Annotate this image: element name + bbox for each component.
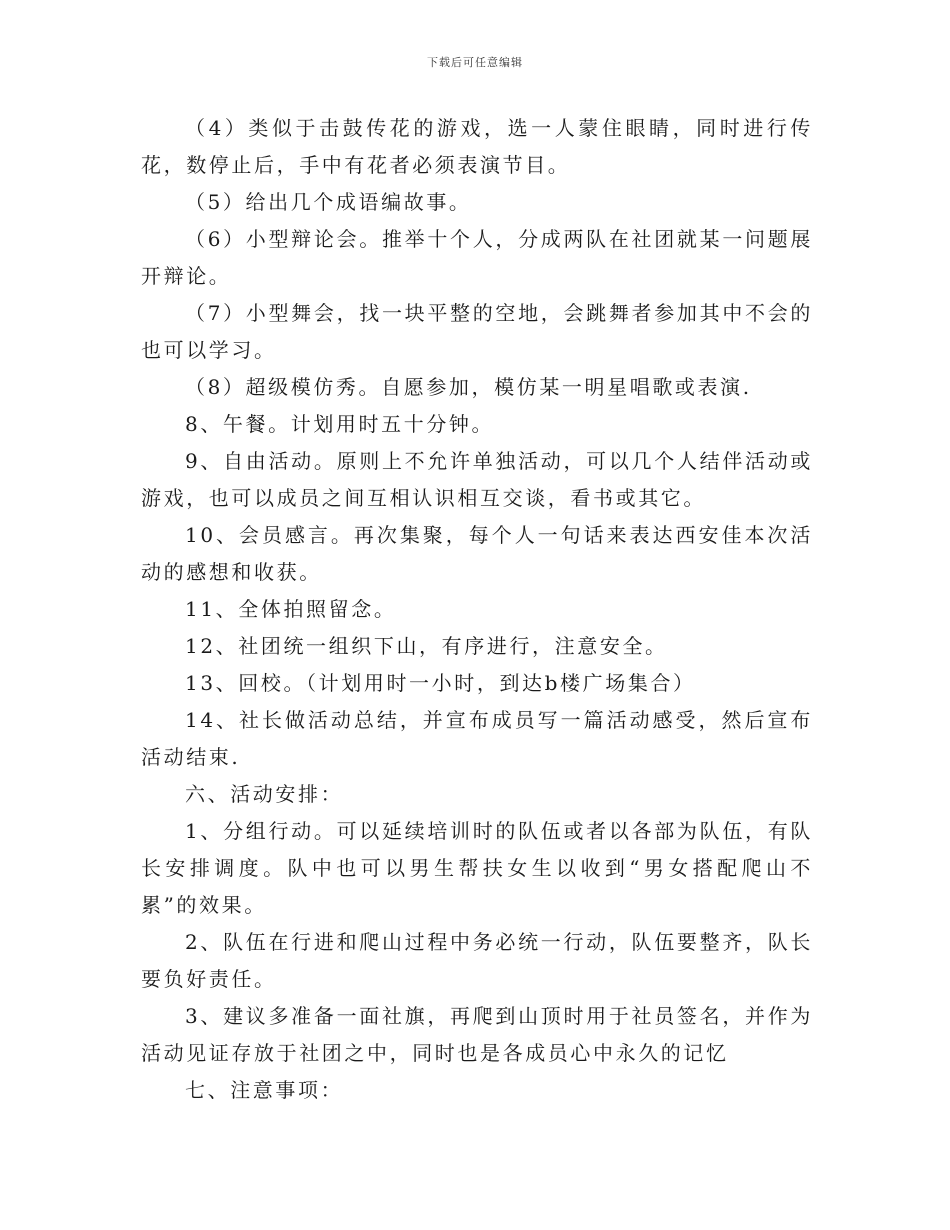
paragraph-imitation-show: （8）超级模仿秀。自愿参加，模仿某一明星唱歌或表演. <box>185 375 752 399</box>
paragraph-descend: 12、社团统一组织下山，有序进行，注意安全。 <box>185 634 668 658</box>
paragraph-idiom-story: （5）给出几个成语编故事。 <box>185 190 472 214</box>
paragraph-club-flag: 3、建议多准备一面社旗，再爬到山顶时用于社员签名，并作为活动见证存放于社团之中，同时也是各成员心中永久的记忆 <box>141 1004 813 1065</box>
paragraph-member-remarks: 10、会员感言。再次集聚，每个人一句话来表达西安佳本次活动的感想和收获。 <box>141 523 813 584</box>
section-heading-arrangement: 六、活动安排： <box>185 782 344 806</box>
page-header: 下载后可任意编辑 <box>427 56 523 69</box>
paragraph-return: 13、回校。（计划用时一小时，到达b楼广场集合） <box>185 671 696 695</box>
paragraph-group-photo: 11、全体拍照留念。 <box>185 597 397 621</box>
paragraph-debate: （6）小型辩论会。推举十个人，分成两队在社团就某一问题展开辩论。 <box>141 227 813 288</box>
paragraph-lunch: 8、午餐。计划用时五十分钟。 <box>185 412 495 436</box>
section-heading-notes: 七、注意事项： <box>185 1078 344 1102</box>
paragraph-free-activity: 9、自由活动。原则上不允许单独活动，可以几个人结伴活动或游戏，也可以成员之间互相认识相互交谈，看书或其它。 <box>141 449 813 510</box>
paragraph-team-discipline: 2、队伍在行进和爬山过程中务必统一行动，队伍要整齐，队长要负好责任。 <box>141 930 813 991</box>
paragraph-summary: 14、社长做活动总结，并宣布成员写一篇活动感受，然后宣布活动结束. <box>141 708 813 769</box>
paragraph-group-action: 1、分组行动。可以延续培训时的队伍或者以各部为队伍，有队长安排调度。队中也可以男生帮扶女生以收到“男女搭配爬山不累”的效果。 <box>141 819 813 917</box>
paragraph-dance: （7）小型舞会，找一块平整的空地，会跳舞者参加其中不会的也可以学习。 <box>141 301 813 362</box>
paragraph-game-pass-flower: （4）类似于击鼓传花的游戏，选一人蒙住眼睛，同时进行传花，数停止后，手中有花者必须表演节目。 <box>141 116 813 177</box>
document-body <box>141 110 813 1109</box>
